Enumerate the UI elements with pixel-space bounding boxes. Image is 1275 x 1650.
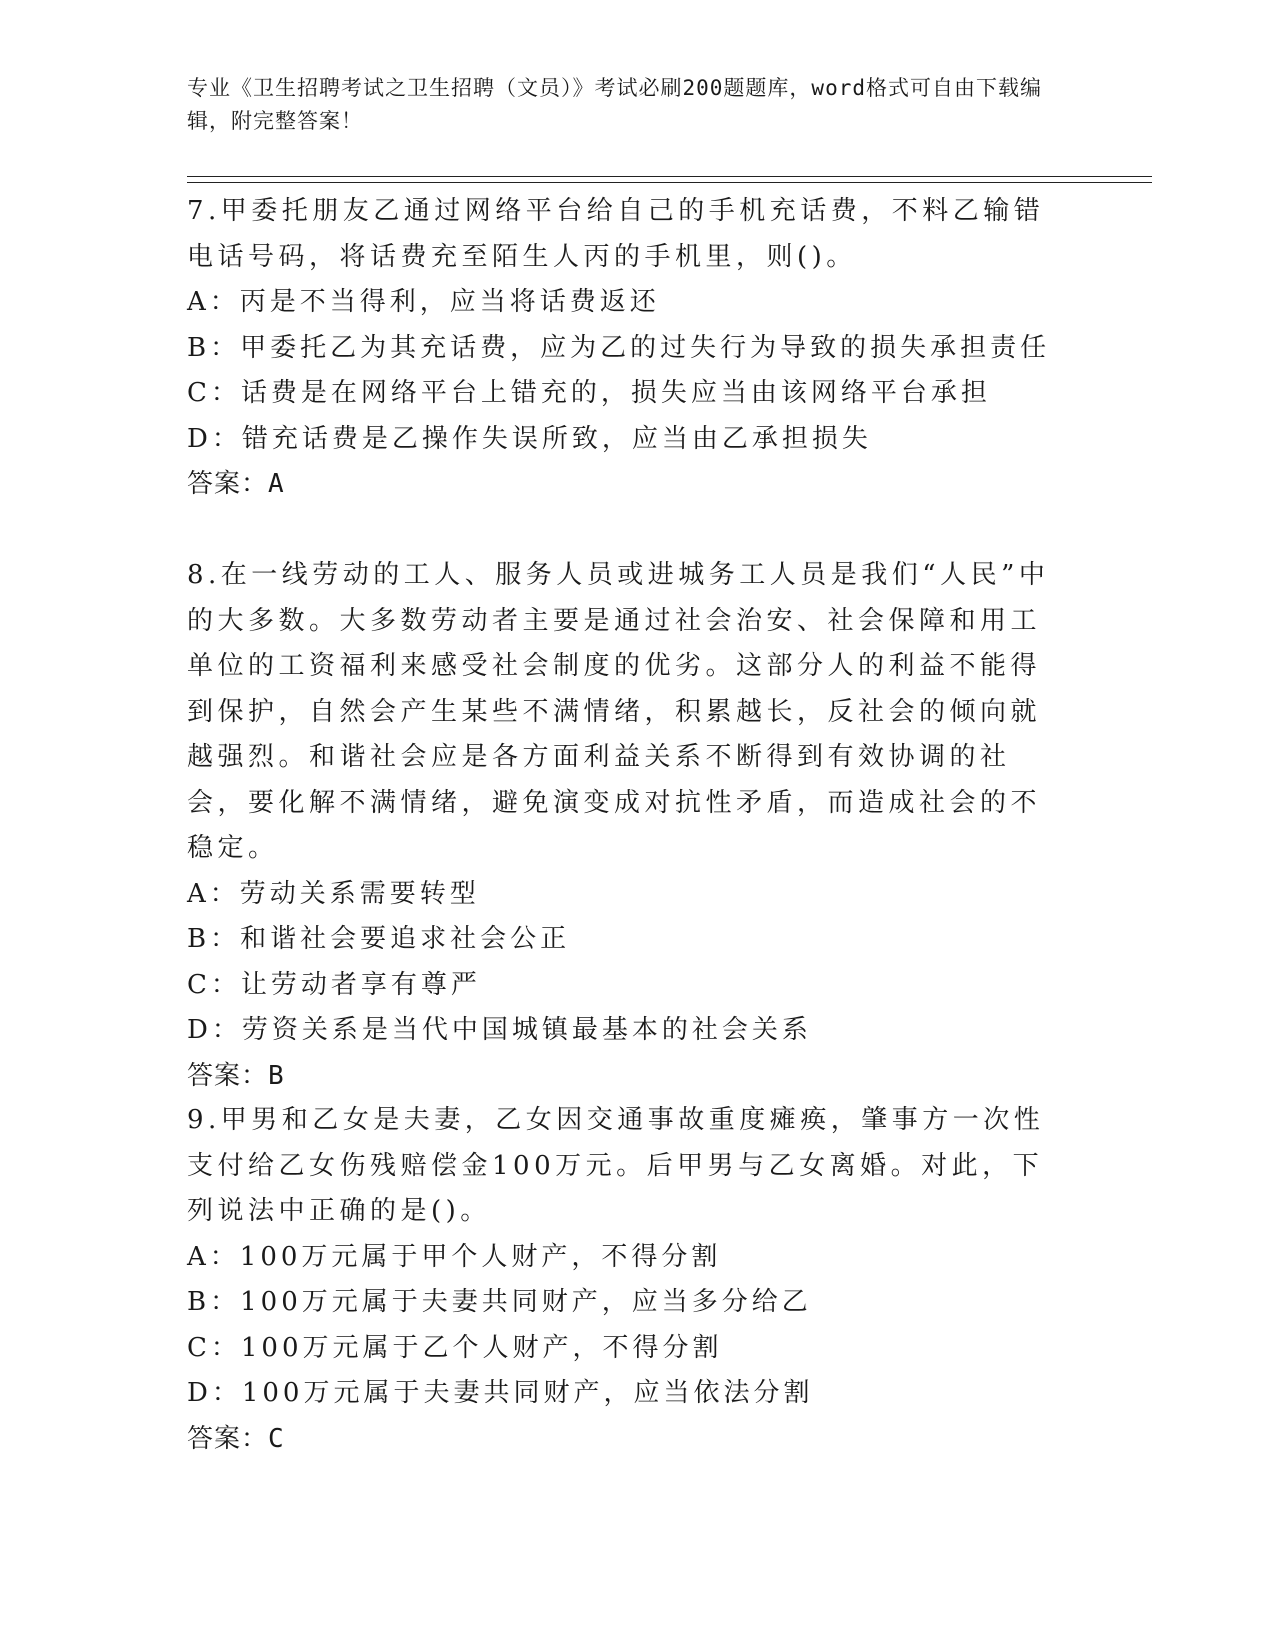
question-8 bbox=[187, 553, 1067, 1099]
answer-label: 答案： bbox=[187, 1423, 269, 1454]
header-divider-top bbox=[187, 176, 1152, 177]
header-divider-bottom bbox=[187, 182, 1152, 183]
option-b: B：100万元属于夫妻共同财产，应当多分给乙 bbox=[187, 1287, 812, 1317]
question-stem: 8.在一线劳动的工人、服务人员或进城务工人员是我们“人民”中的大多数。大多数劳动者主要是通过社会治安、社会保障和用工单位的工资福利来感受社会制度的优劣。这部分人的利益不能得到保护，自然会产生某些不满情绪，积累越长，反社会的倾向就越强烈。和谐社会应是各方面利益关系不断得到有效协调的社会，要化解不满情绪，避免演变成对抗性矛盾，而造成社会的不稳定。 bbox=[187, 560, 1050, 863]
question-9 bbox=[187, 1098, 1067, 1462]
option-c: C：话费是在网络平台上错充的，损失应当由该网络平台承担 bbox=[187, 378, 991, 408]
option-a: A：丙是不当得利，应当将话费返还 bbox=[187, 287, 660, 317]
page-header-text: 专业《卫生招聘考试之卫生招聘（文员）》考试必刷200题题库，word格式可自由下载编辑，附完整答案！ bbox=[187, 76, 1042, 133]
answer-line bbox=[187, 462, 1067, 508]
answer-line bbox=[187, 1417, 1067, 1463]
option-a: A：100万元属于甲个人财产，不得分割 bbox=[187, 1241, 722, 1272]
option-d: D：错充话费是乙操作失误所致，应当由乙承担损失 bbox=[187, 423, 872, 454]
question-stem: 7.甲委托朋友乙通过网络平台给自己的手机充话费，不料乙输错电话号码，将话费充至陌生人丙的手机里，则()。 bbox=[187, 196, 1045, 272]
answer-label: 答案： bbox=[187, 1060, 269, 1091]
option-b: B：甲委托乙为其充话费，应为乙的过失行为导致的损失承担责任 bbox=[187, 332, 1051, 363]
answer-value: C bbox=[268, 1423, 285, 1454]
option-d: D：劳资关系是当代中国城镇最基本的社会关系 bbox=[187, 1015, 812, 1045]
answer-value: A bbox=[268, 469, 285, 499]
option-c: C：让劳动者享有尊严 bbox=[187, 969, 481, 1000]
question-7 bbox=[187, 189, 1067, 508]
question-stem: 9.甲男和乙女是夫妻，乙女因交通事故重度瘫痪，肇事方一次性支付给乙女伤残赔偿金100万元。后甲男与乙女离婚。对此，下列说法中正确的是()。 bbox=[187, 1105, 1045, 1226]
option-b: B：和谐社会要追求社会公正 bbox=[187, 924, 571, 954]
answer-label: 答案： bbox=[187, 469, 269, 499]
option-a: A：劳动关系需要转型 bbox=[187, 878, 480, 909]
answer-value: B bbox=[268, 1060, 285, 1091]
option-d: D：100万元属于夫妻共同财产，应当依法分割 bbox=[187, 1378, 814, 1408]
answer-line bbox=[187, 1054, 1067, 1100]
option-c: C：100万元属于乙个人财产，不得分割 bbox=[187, 1332, 723, 1363]
